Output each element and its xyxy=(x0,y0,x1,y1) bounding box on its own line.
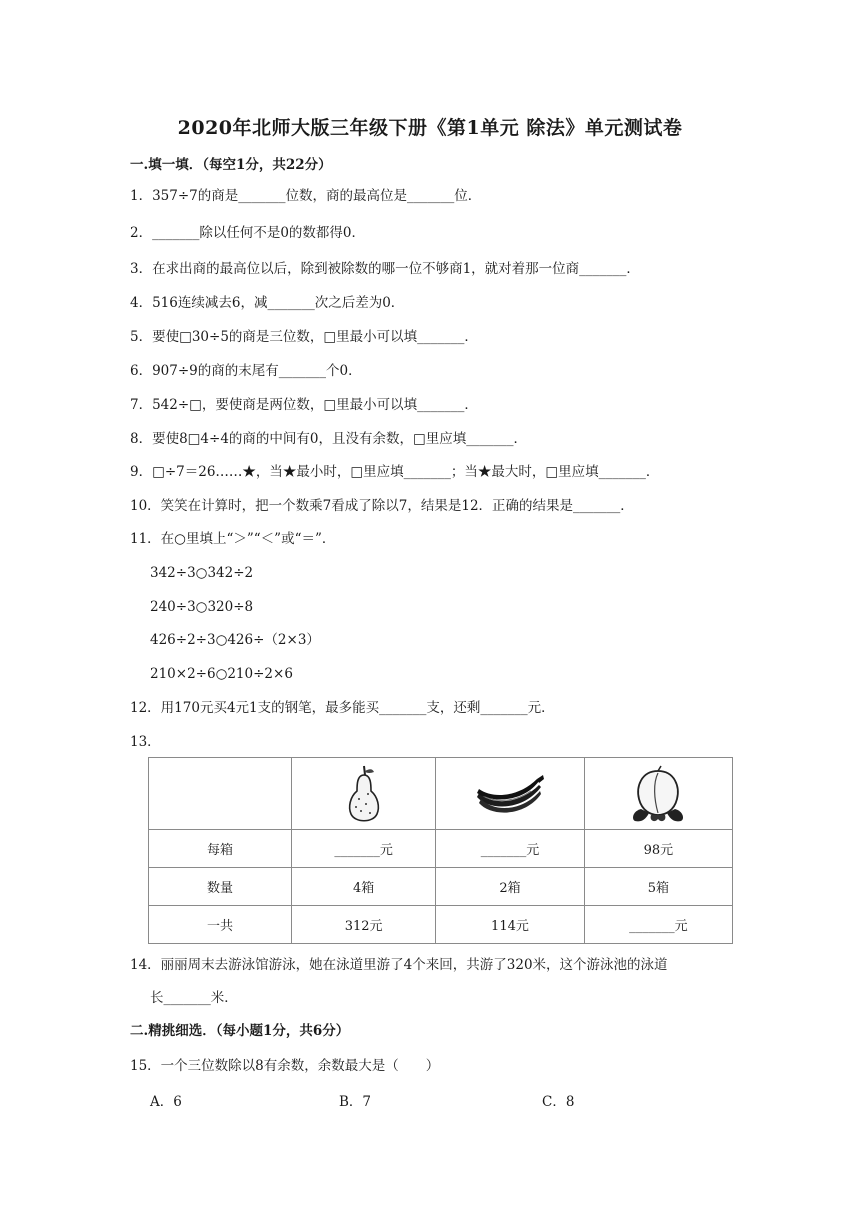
comparison-item: 240÷3○320÷8 xyxy=(150,599,254,615)
table-row xyxy=(149,906,733,944)
option-b: B．7 xyxy=(339,1094,372,1110)
table-row xyxy=(149,758,733,830)
question-8: 8．要使8□4÷4的商的中间有0，且没有余数，□里应填_______． xyxy=(130,431,528,447)
question-13: 13． xyxy=(130,734,161,750)
question-11: 11．在○里填上“＞”“＜”或“＝”． xyxy=(130,531,336,547)
table-cell xyxy=(436,758,584,830)
question-1: 1．357÷7的商是_______位数，商的最高位是_______位． xyxy=(130,188,482,204)
row-label: 一共 xyxy=(149,906,292,944)
table-cell: _______元 xyxy=(436,830,584,868)
page-title: 2020年北师大版三年级下册《第1单元 除法》单元测试卷 xyxy=(177,117,683,139)
table-cell: _______元 xyxy=(584,906,732,944)
peach-icon xyxy=(585,763,732,825)
question-12: 12．用170元买4元1支的钢笔，最多能买_______支，还剩_______元． xyxy=(130,700,555,716)
question-4: 4．516连续减去6，减_______次之后差为0． xyxy=(130,295,405,311)
question-10: 10．笑笑在计算时，把一个数乘7看成了除以7，结果是12．正确的结果是_______． xyxy=(130,498,634,514)
table-cell: 114元 xyxy=(436,906,584,944)
table-cell xyxy=(149,758,292,830)
table-cell xyxy=(584,758,732,830)
comparison-item: 342÷3○342÷2 xyxy=(150,565,254,581)
table-row xyxy=(149,830,733,868)
table-cell: _______元 xyxy=(292,830,436,868)
question-14-continued: 长_______米． xyxy=(150,990,238,1006)
section-heading-fill-in: 一.填一填．（每空1分，共22分） xyxy=(130,157,332,173)
table-row xyxy=(149,868,733,906)
question-3: 3．在求出商的最高位以后，除到被除数的哪一位不够商1，就对着那一位商_______． xyxy=(130,261,640,277)
table-cell: 2箱 xyxy=(436,868,584,906)
question-14: 14．丽丽周末去游泳馆游泳，她在泳道里游了4个来回，共游了320米，这个游泳池的泳道 xyxy=(130,957,668,973)
table-cell: 5箱 xyxy=(584,868,732,906)
question-2: 2．_______除以任何不是0的数都得0． xyxy=(130,225,366,241)
table-cell: 312元 xyxy=(292,906,436,944)
question-9: 9．□÷7＝26……★，当★最小时，□里应填_______；当★最大时，□里应填_______． xyxy=(130,464,660,480)
row-label: 数量 xyxy=(149,868,292,906)
section-heading-multiple-choice: 二.精挑细选．（每小题1分，共6分） xyxy=(130,1023,350,1039)
fruit-price-table xyxy=(148,757,733,944)
table-cell xyxy=(292,758,436,830)
question-6: 6．907÷9的商的末尾有_______个0． xyxy=(130,363,362,379)
pear-icon xyxy=(292,763,435,825)
option-c: C．8 xyxy=(542,1094,575,1110)
question-7: 7．542÷□，要使商是两位数，□里最小可以填_______． xyxy=(130,397,478,413)
table-cell: 98元 xyxy=(584,830,732,868)
banana-icon xyxy=(436,771,583,817)
row-label: 每箱 xyxy=(149,830,292,868)
comparison-item: 426÷2÷3○426÷（2×3） xyxy=(150,632,320,648)
option-a: A．6 xyxy=(150,1094,182,1110)
question-15: 15．一个三位数除以8有余数，余数最大是（ ） xyxy=(130,1058,440,1074)
table-cell: 4箱 xyxy=(292,868,436,906)
comparison-item: 210×2÷6○210÷2×6 xyxy=(150,666,293,682)
question-5: 5．要使□30÷5的商是三位数，□里最小可以填_______． xyxy=(130,329,478,345)
